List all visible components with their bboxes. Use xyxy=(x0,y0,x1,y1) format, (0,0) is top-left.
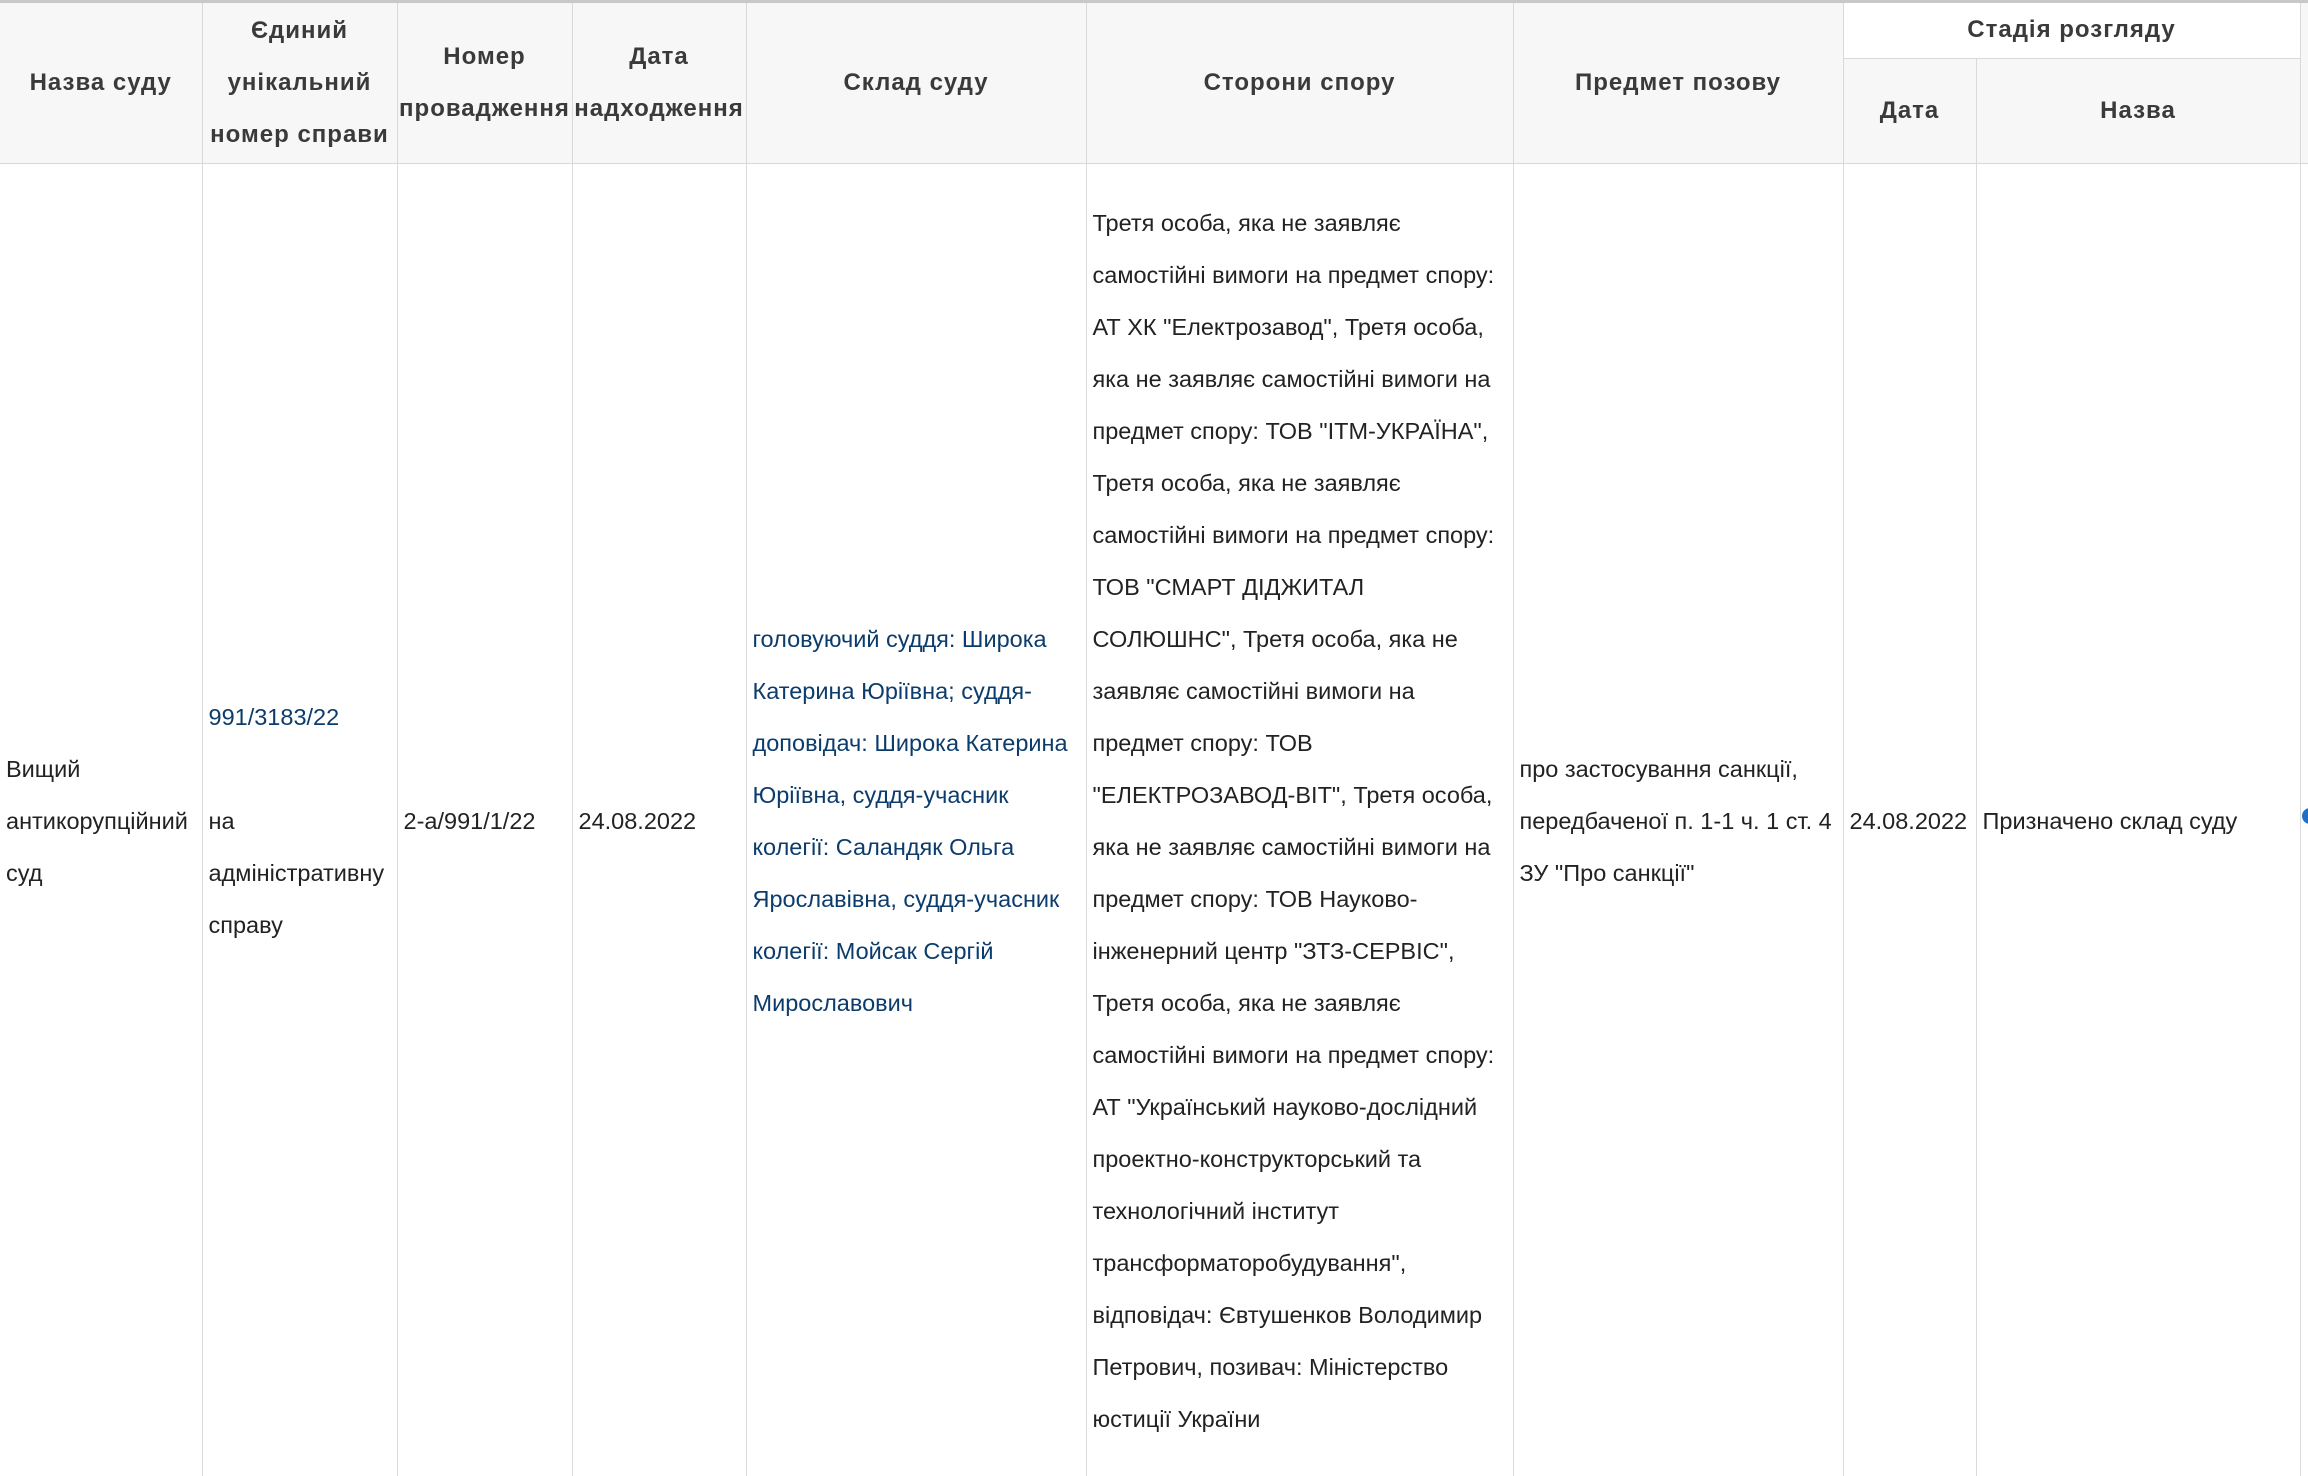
header-claim-subject: Предмет позову xyxy=(1513,3,1843,163)
case-gap xyxy=(209,743,391,795)
cell-stage-date: 24.08.2022 xyxy=(1843,163,1976,1476)
header-stage-name: Назва xyxy=(1976,58,2300,163)
header-stage-date: Дата xyxy=(1843,58,1976,163)
table-row xyxy=(0,163,2308,1476)
case-number-link[interactable]: 991/3183/22 xyxy=(208,703,340,730)
header-court-name: Назва суду xyxy=(0,3,202,163)
court-cases-table xyxy=(0,3,2308,1476)
header-case-number: Єдиний унікальний номер справи xyxy=(202,3,397,163)
court-composition-link[interactable]: головуючий суддя: Широка Катерина Юріївна; суддя-доповідач: Широка Катерина Юріївна, суддя-учасник колегії: Саландяк Ольга Ярославівна, суддя-учасник колегії: Мойсак Сергій Мирославович xyxy=(752,625,1068,1016)
case-note: на адміністративну справу xyxy=(208,807,385,938)
cell-parties: Третя особа, яка не заявляє самостійні вимоги на предмет спору: АТ ХК "Електрозавод", Третя особа, яка не заявляє самостійні вимоги на предмет спору: ТОВ "ІТМ-УКРАЇНА", Третя особа, яка не заявляє самостійні вимоги на предмет спору: ТОВ "СМАРТ ДІДЖИТАЛ СОЛЮШНС", Третя особа, яка не заявляє самостійні вимоги на предмет спору: ТОВ "ЕЛЕКТРОЗАВОД-ВІТ", Третя особа, яка не заявляє самостійні вимоги на предмет спору: ТОВ Науково-інженерний центр "ЗТЗ-СЕРВІС", Третя особа, яка не заявляє самостійні вимоги на предмет спору: АТ "Український науково-дослідний проектно-конструкторський та технологічний інститут трансформаторобудування", відповідач: Євтушенков Володимир Петрович, позивач: Міністерство юстиції України xyxy=(1086,163,1513,1476)
header-received-date: Дата надходження xyxy=(572,3,746,163)
header-proceeding-number: Номер провадження xyxy=(397,3,572,163)
header-stage: Стадія розгляду xyxy=(1843,3,2300,58)
header-parties: Сторони спору xyxy=(1086,3,1513,163)
cell-court-composition xyxy=(746,163,1086,1476)
cell-received-date: 24.08.2022 xyxy=(572,163,746,1476)
cell-court-name: Вищий антикорупційний суд xyxy=(0,163,202,1476)
cell-proceeding-number: 2-а/991/1/22 xyxy=(397,163,572,1476)
cell-stage-name: Призначено склад суду xyxy=(1976,163,2300,1476)
cell-claim-subject: про застосування санкції, передбаченої п. 1-1 ч. 1 ст. 4 ЗУ "Про санкції" xyxy=(1513,163,1843,1476)
cell-case-number xyxy=(202,163,397,1476)
header-extra xyxy=(2300,3,2308,163)
table-header-row xyxy=(0,3,2308,58)
header-court-composition: Склад суду xyxy=(746,3,1086,163)
